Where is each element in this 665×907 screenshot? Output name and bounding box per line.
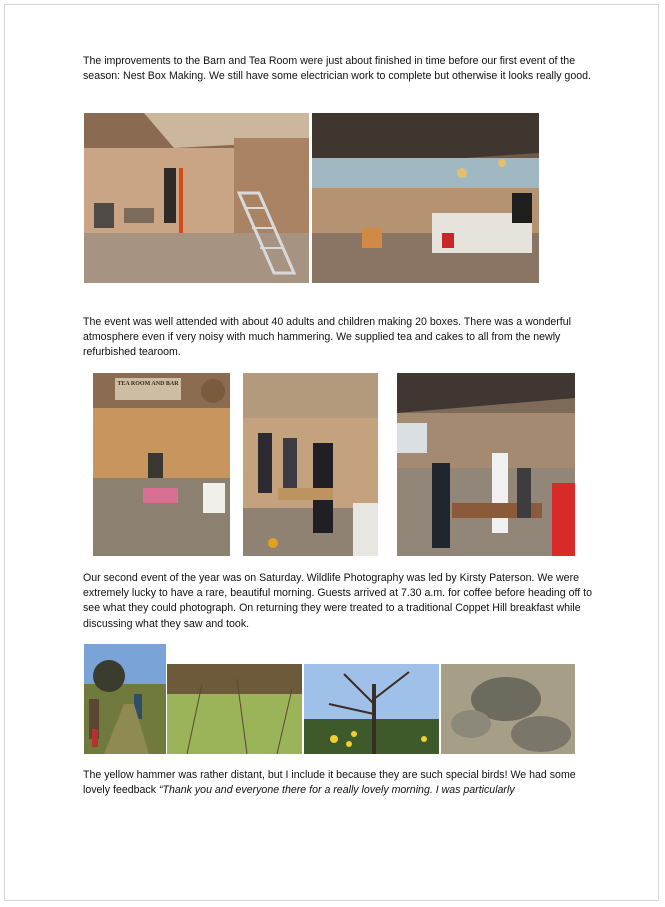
tea-room-sign-text: TEA ROOM AND BAR [117,381,179,387]
photo-nest-box-making-hall [243,373,378,556]
photo-frogspawn-pond [441,664,575,754]
photo-tree-daffodils [304,664,439,754]
paragraph-barn-improvements: The improvements to the Barn and Tea Room were just about finished in time before our first event of the season: Nest Box Making. We still have some electrician work to complete but otherwise it looks really good. [83,55,591,83]
photo-tea-room-counter [93,373,230,556]
photo-barn-interior-ladder [84,113,309,283]
photo-families-making-boxes [397,373,575,556]
paragraph-yellow-hammer [83,768,593,798]
photo-walkers-on-hill [84,644,166,754]
paragraph-yellow-hammer-text: The yellow hammer was rather distant, but I include it because they are such special birds! We had some lovely feedback [83,769,576,797]
paragraph-nest-box-event: The event was well attended with about 40 adults and children making 20 boxes. There was a wonderful atmosphere even if very noisy with much hammering. We supplied tea and cakes to all from the newly refurbished tearoom. [83,316,572,359]
photo-barn-hall-interior [312,113,539,283]
photo-grass-bird-distant [167,664,302,754]
paragraph-wildlife-photography: Our second event of the year was on Saturday. Wildlife Photography was led by Kirsty Paterson. We were extremely lucky to have a rare, beautiful morning. Guests arrived at 7.30 a.m. for coffee before heading off to see what they could photograph. On returning they were treated to a traditional Coppet Hill breakfast while discussing what they saw and took. [83,572,592,630]
feedback-quote: “Thank you and everyone there for a really lovely morning. I was particularly [158,784,515,797]
